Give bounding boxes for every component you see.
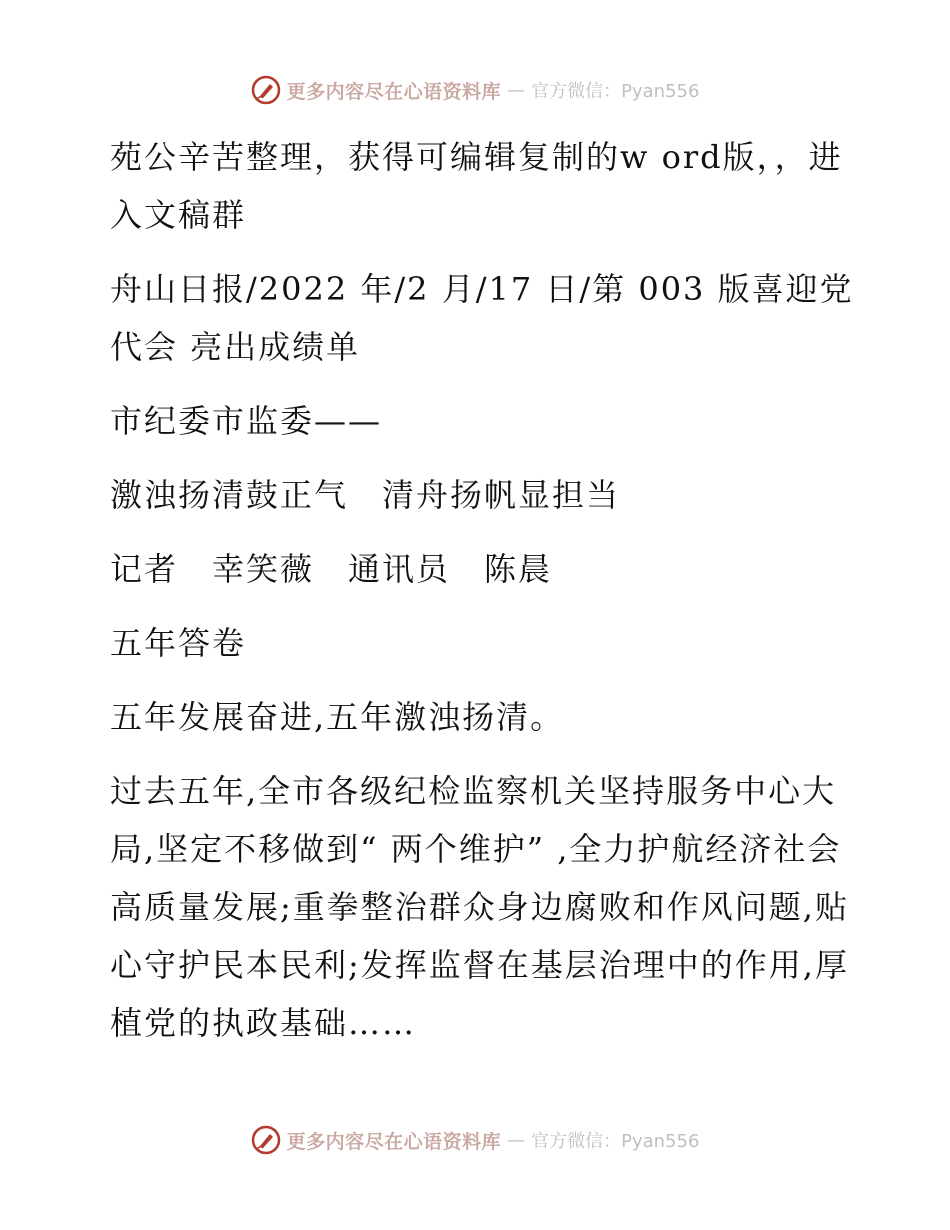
document-body bbox=[98, 128, 858, 1068]
paragraph-org: 市纪委市监委—— bbox=[110, 402, 383, 440]
banner-separator: — bbox=[507, 1129, 526, 1151]
footer-banner bbox=[0, 1120, 950, 1160]
paragraph-lead: 五年发展奋进,五年激浊扬清。 bbox=[110, 698, 565, 736]
banner-separator: — bbox=[507, 79, 526, 101]
banner-wechat: 官方微信：Pyan556 bbox=[531, 1131, 700, 1152]
banner-text: 更多内容尽在心语资料库 bbox=[286, 80, 502, 103]
pen-logo-icon bbox=[251, 1125, 281, 1155]
paragraph-source: 舟山日报/2022 年/2 月/17 日/第 003 版喜迎党代会 亮出成绩单 bbox=[110, 270, 854, 366]
paragraph-section-title: 五年答卷 bbox=[110, 624, 247, 662]
pen-logo-icon bbox=[251, 75, 281, 105]
header-banner bbox=[0, 70, 950, 110]
banner-wechat: 官方微信：Pyan556 bbox=[531, 81, 700, 102]
paragraph-byline: 记者 幸笑薇 通讯员 陈晨 bbox=[110, 550, 553, 588]
paragraph-intro: 苑公辛苦整理，获得可编辑复制的w ord版，，进入文稿群 bbox=[110, 138, 843, 234]
paragraph-headline: 激浊扬清鼓正气 清舟扬帆显担当 bbox=[110, 476, 621, 514]
paragraph-body: 过去五年,全市各级纪检监察机关坚持服务中心大局,坚定不移做到“ 两个维护” ,全力护航经济社会高质量发展;重拳整治群众身边腐败和作风问题,贴心守护民本民利;发挥监督在基层治理中的作用,厚植党的执政基础…… bbox=[110, 772, 849, 1042]
banner-text: 更多内容尽在心语资料库 bbox=[286, 1130, 502, 1153]
